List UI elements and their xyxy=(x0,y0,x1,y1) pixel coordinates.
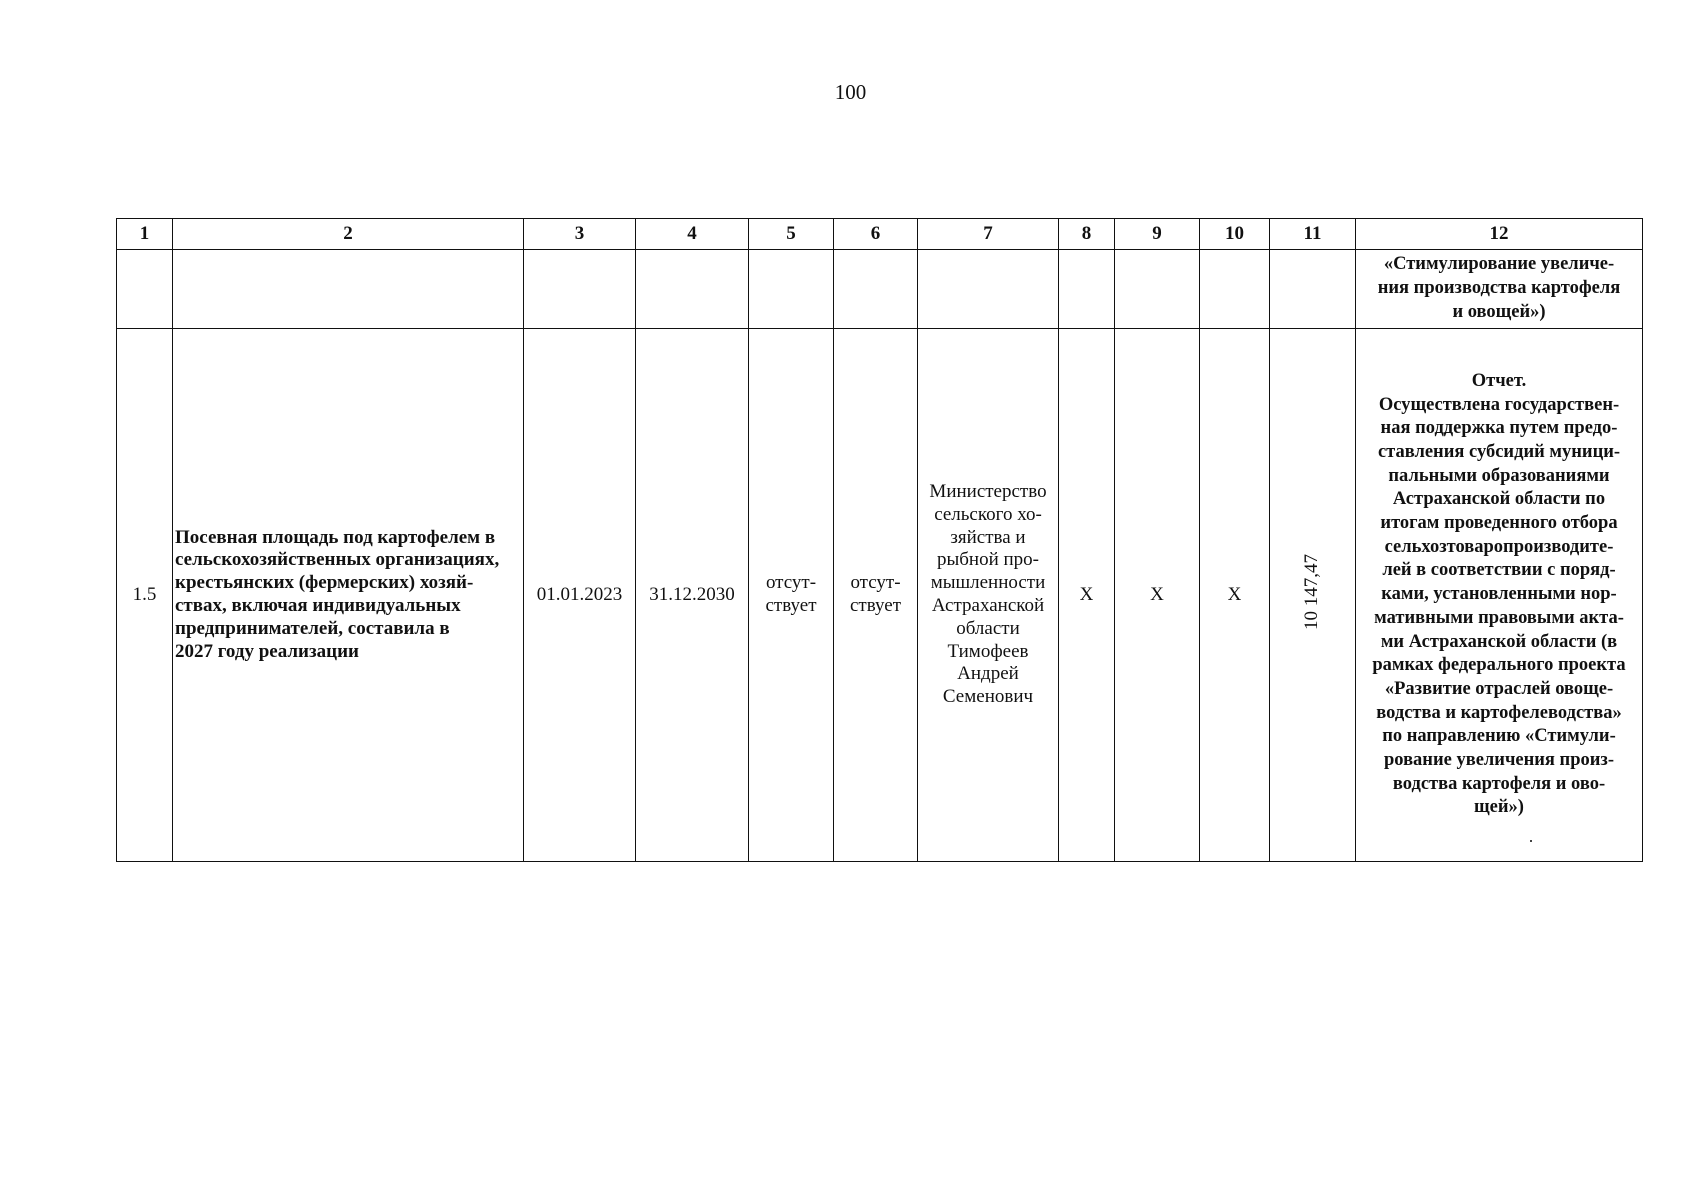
cont-cell-3 xyxy=(524,250,636,329)
col9-value: X xyxy=(1115,329,1200,862)
col8-value: X xyxy=(1059,329,1115,862)
cont-cell-5 xyxy=(749,250,834,329)
report-note: Отчет. Осуществлена государствен- ная поддержка путем предо- ставления субсидий муници- пальными образованиями Астраханской области по итогам проведенного отбора сельхозтоваропроизводите- лей в соответствии с поряд- ками, установленными нор- мативными правовыми акта- ми Астраханской области (в рамках федерального проекта «Развитие отраслей овоще- водства и картофелеводства» по направлению «Стимули- рование увеличения произ- водства картофеля и ово- щей») xyxy=(1356,329,1643,862)
start-date: 01.01.2023 xyxy=(524,329,636,862)
continuation-note: «Стимулирование увеличе- ния производства картофеля и овощей») xyxy=(1356,250,1643,329)
cont-cell-8 xyxy=(1059,250,1115,329)
amount-value: 10 147,47 xyxy=(1301,553,1323,630)
page-number: 100 xyxy=(834,80,867,104)
header-cell-1: 1 xyxy=(117,219,173,250)
report-table xyxy=(116,218,1643,862)
header-cell-3: 3 xyxy=(524,219,636,250)
header-cell-7: 7 xyxy=(918,219,1059,250)
header-cell-11: 11 xyxy=(1270,219,1356,250)
header-cell-4: 4 xyxy=(636,219,749,250)
cont-cell-6 xyxy=(834,250,918,329)
continuation-row xyxy=(117,250,1643,329)
cont-cell-9 xyxy=(1115,250,1200,329)
header-cell-10: 10 xyxy=(1200,219,1270,250)
header-row xyxy=(117,219,1643,250)
indicator-name: Посевная площадь под картофелем в сельскохозяйственных организациях, крестьянских (фермерских) хозяй- ствах, включая индивидуальных предпринимателей, составила в 2027 году реализации xyxy=(173,329,524,862)
header-cell-9: 9 xyxy=(1115,219,1200,250)
amount-cell xyxy=(1270,329,1356,862)
header-cell-2: 2 xyxy=(173,219,524,250)
cont-cell-4 xyxy=(636,250,749,329)
col6-value: отсут- ствует xyxy=(834,329,918,862)
scan-speck xyxy=(1530,840,1532,842)
header-cell-5: 5 xyxy=(749,219,834,250)
cont-cell-1 xyxy=(117,250,173,329)
header-cell-6: 6 xyxy=(834,219,918,250)
cont-cell-10 xyxy=(1200,250,1270,329)
col5-value: отсут- ствует xyxy=(749,329,834,862)
end-date: 31.12.2030 xyxy=(636,329,749,862)
row-number: 1.5 xyxy=(117,329,173,862)
table-row xyxy=(117,329,1643,862)
responsible-person: Министерство сельского хо- зяйства и рыбной про- мышленности Астраханской области Тимофеев Андрей Семенович xyxy=(918,329,1059,862)
cont-cell-11 xyxy=(1270,250,1356,329)
cont-cell-7 xyxy=(918,250,1059,329)
col10-value: X xyxy=(1200,329,1270,862)
header-cell-12: 12 xyxy=(1356,219,1643,250)
header-cell-8: 8 xyxy=(1059,219,1115,250)
cont-cell-2 xyxy=(173,250,524,329)
